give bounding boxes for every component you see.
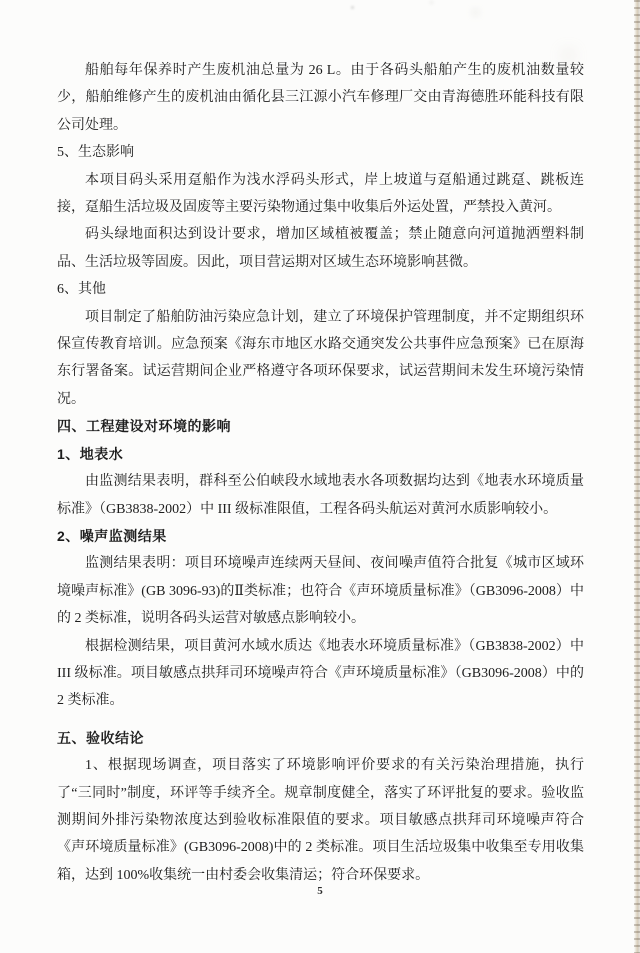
paragraph: 码头绿地面积达到设计要求，增加区域植被覆盖；禁止随意向河道抛洒塑料制品、生活垃圾等固废。因此，项目营运期对区域生态环境影响甚微。: [57, 227, 584, 270]
scan-edge: [634, 0, 640, 953]
paragraph: 项目制定了船舶防油污染应急计划，建立了环境保护管理制度，并不定期组织环保宣传教育培训。应急预案《海东市地区水路交通突发公共事件应急预案》已在原海东行署备案。试运营期间企业严格遵守各项环保要求，试运营期间未发生环境污染情况。: [57, 309, 584, 407]
scan-artifact: [0, 0, 1, 1]
section-heading: 2、噪声监测结果: [57, 527, 167, 544]
paragraph: 由监测结果表明，群科至公伯峡段水域地表水各项数据均达到《地表水环境质量标准》（GB3838-2002）中 III 级标准限值，工程各码头航运对黄河水质影响较小。: [57, 474, 584, 517]
section-heading: 5、生态影响: [57, 145, 134, 161]
paragraph: 1、根据现场调查，项目落实了环境影响评价要求的有关污染治理措施，执行了“三同时”制度，环评等手续齐全。规章制度健全，落实了环评批复的要求。验收监测期间外排污染物浓度达到验收标准限值的要求。项目敏感点拱拜司环境噪声符合《声环境质量标准》(GB3096-2008)中的 2 类标准。项目生活垃圾集中收集至专用收集箱，达到 100%收集统一由村委会收集清运；符合环保要求。: [57, 758, 584, 883]
page-number: 5: [317, 885, 323, 897]
section-heading: 五、验收结论: [57, 729, 144, 746]
paragraph: 监测结果表明：项目环境噪声连续两天昼间、夜间噪声值符合批复《城市区域环境噪声标准》(GB 3096-93)的Ⅱ类标准；也符合《声环境质量标准》（GB3096-2008）中的 2 类标准，说明各码头运营对敏感点影响较小。: [57, 556, 584, 627]
section-heading: 6、其他: [57, 282, 106, 298]
paragraph: 根据检测结果，项目黄河水域水质达《地表水环境质量标准》（GB3838-2002）中 III 级标准。项目敏感点拱拜司环境噪声符合《声环境质量标准》（GB3096-2008）中的 2 类标准。: [57, 638, 584, 709]
section-heading: 四、工程建设对环境的影响: [57, 418, 231, 435]
section-heading: 1、地表水: [57, 445, 124, 462]
paragraph: 本项目码头采用趸船作为浅水浮码头形式，岸上坡道与趸船通过跳趸、跳板连接，趸船生活垃圾及固废等主要污染物通过集中收集后外运处置，严禁投入黄河。: [57, 172, 584, 216]
document-body: [57, 57, 584, 889]
paragraph: 船舶每年保养时产生废机油总量为 26 L。由于各码头船舶产生的废机油数量较少，船舶维修产生的废机油由循化县三江源小汽车修理厂交由青海德胜环能科技有限公司处理。: [57, 63, 584, 133]
